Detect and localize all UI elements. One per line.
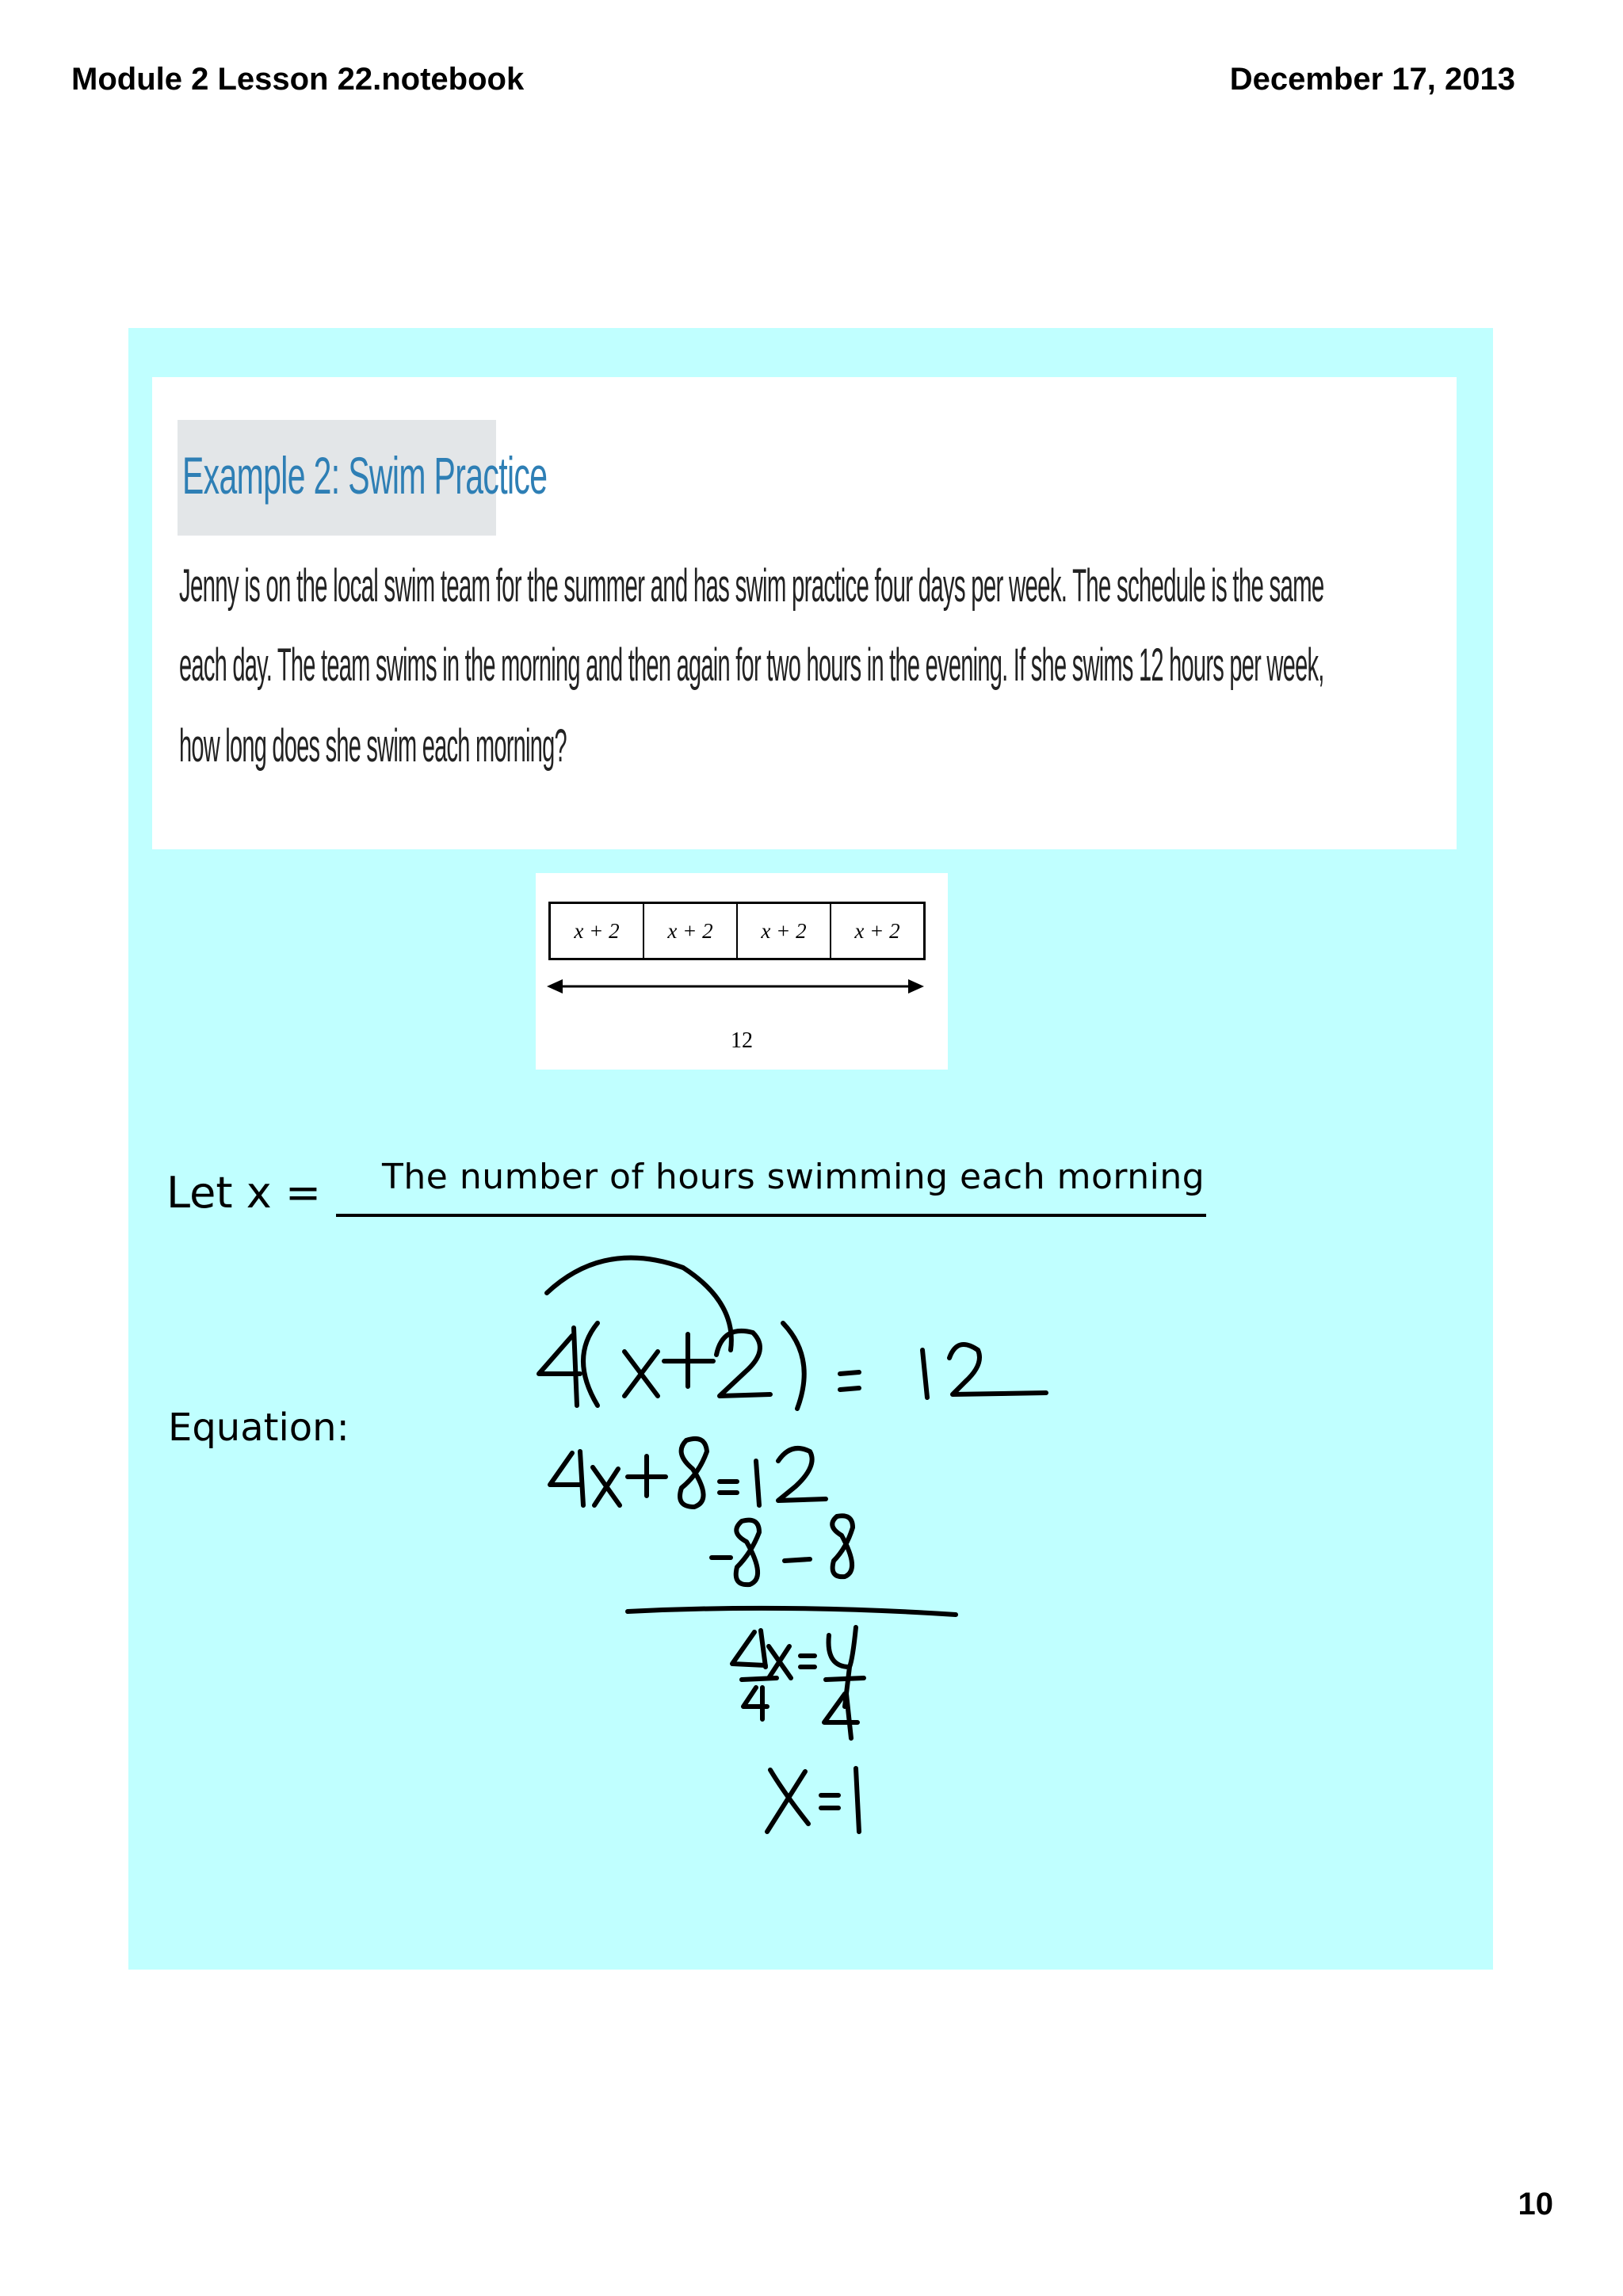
handwritten-step-expanded (550, 1439, 826, 1507)
handwritten-step-divide (732, 1627, 864, 1738)
handwritten-step-answer (767, 1768, 859, 1832)
handwritten-solution (128, 328, 1493, 1970)
let-x-answer: The number of hours swimming each morning (382, 1157, 1205, 1197)
page-number: 10 (1518, 2187, 1553, 2222)
tape-segment: x + 2 (551, 904, 644, 958)
handwritten-step-subtract (628, 1516, 956, 1615)
notebook-title: Module 2 Lesson 22.notebook (71, 62, 525, 97)
tape-segment: x + 2 (644, 904, 738, 958)
tape-total: 12 (731, 1028, 753, 1053)
equation-label: Equation: (168, 1405, 349, 1450)
problem-line-1: Jenny is on the local swim team for the summer and has swim practice four days per week. The schedule is the same (179, 560, 1324, 612)
tape-segment: x + 2 (854, 918, 900, 943)
tape-segment: x + 2 (738, 904, 831, 958)
problem-line-3: how long does she swim each morning? (179, 720, 567, 772)
example-title: Example 2: Swim Practice (182, 446, 548, 505)
notebook-slide (128, 328, 1493, 1970)
let-x-label: Let x = (166, 1168, 322, 1218)
problem-line-2: each day. The team swims in the morning and then again for two hours in the evening. If she swims 12 hours per week, (179, 639, 1324, 691)
page-date: December 17, 2013 (1229, 62, 1515, 97)
handwritten-step-distribute (539, 1258, 1046, 1409)
